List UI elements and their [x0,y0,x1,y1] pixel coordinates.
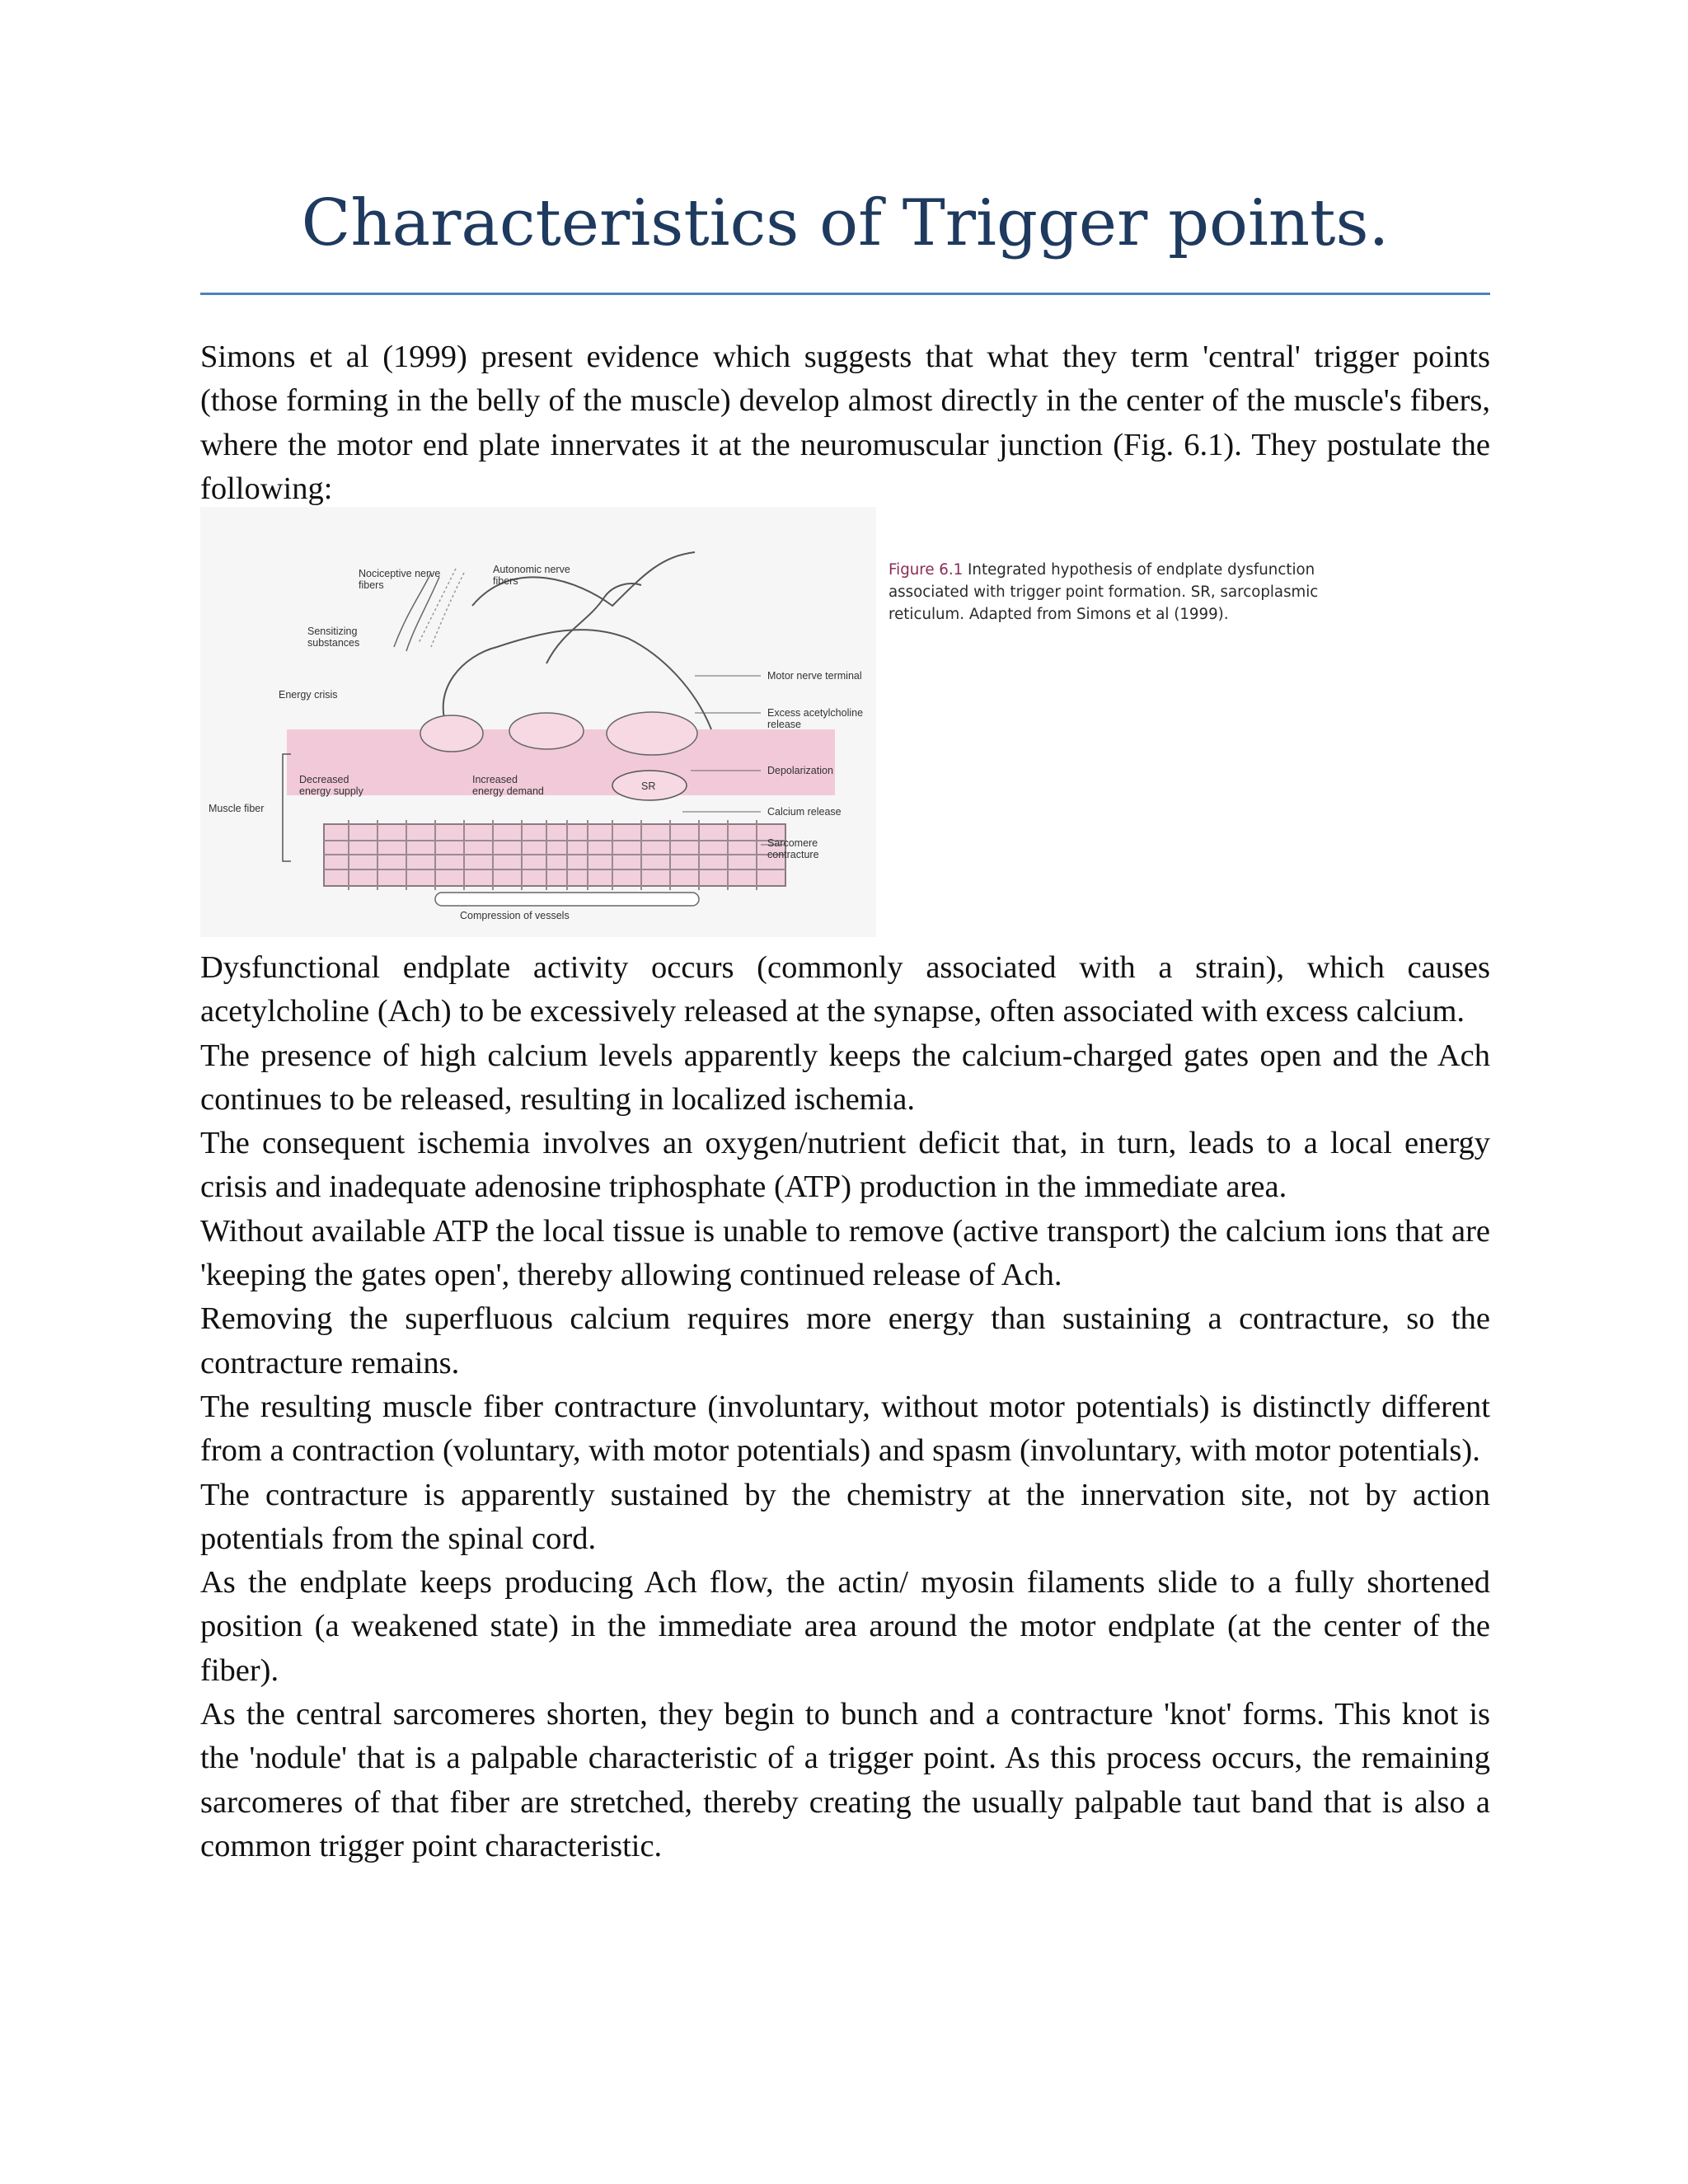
page-title: Characteristics of Trigger points. [301,186,1390,260]
figure-6-1 [200,507,1331,937]
excess-ach-label: Excess acetylcholine release [767,707,864,730]
blood-vessel [435,893,699,906]
energy-crisis-label: Energy crisis [279,689,338,701]
paragraph: The consequent ischemia involves an oxygen/nutrient deficit that, in turn, leads to a local energy crisis and inadequate adenosine triphosphate (ATP) production in the immediate area. [200,1126,1490,1205]
paragraph: The presence of high calcium levels apparently keeps the calcium-charged gates open and the Ach continues to be released, resulting in localized ischemia. [200,1038,1490,1117]
sarcomere-contracture-label: Sarcomere contracture [767,837,819,860]
paragraph: Removing the superfluous calcium requires more energy than sustaining a contracture, so the contracture remains. [200,1301,1490,1380]
sarcomere-stripes [324,820,785,890]
paragraph: As the central sarcomeres shorten, they begin to bunch and a contracture 'knot' forms. This knot is the 'nodule' that is a palpable characteristic of a trigger point. As this process occurs, the remaining sarcomeres of that fiber are stretched, thereby creating the usually palpable taut band that is also a common trigger point characteristic. [200,1697,1490,1863]
figure-caption [889,559,1334,626]
paragraph: Dysfunctional endplate activity occurs (commonly associated with a strain), which causes acetylcholine (Ach) to be excessively released at the synapse, often associated with excess calcium. [200,950,1490,1029]
intro-paragraph: Simons et al (1999) present evidence which suggests that what they term 'central' trigger points (those forming in the belly of the muscle) develop almost directly in the center of the muscle's fibers, where the motor end plate innervates it at the neuromuscular junction (Fig. 6.1). They postulate the following: [200,340,1490,506]
sensitizing-label: Sensitizing substances [307,626,360,649]
increased-energy-label: Increased energy demand [472,774,544,797]
paragraph: As the endplate keeps producing Ach flow, the actin/ myosin filaments slide to a fully shortened position (a weakened state) in the immediate area around the motor endplate (at the center of the fiber). [200,1565,1490,1688]
muscle-fiber-label: Muscle fiber [209,803,265,814]
compression-label: Compression of vessels [460,910,570,921]
paragraph: The resulting muscle fiber contracture (involuntary, without motor potentials) is distinctly different from a contraction (voluntary, with motor potentials) and spasm (involuntary, with motor potentials). [200,1389,1490,1469]
endplate-diagram [200,507,876,937]
motor-nerve-terminal-label: Motor nerve terminal [767,670,862,682]
paragraph: Without available ATP the local tissue is unable to remove (active transport) the calcium ions that are 'keeping the gates open', thereby allowing continued release of Ach. [200,1213,1490,1293]
nociceptive-label: Nociceptive nerve fibers [359,568,441,591]
sr-label: SR [641,780,656,792]
paragraph: The contracture is apparently sustained by the chemistry at the innervation site, not by action potentials from the spinal cord. [200,1477,1490,1556]
figure-caption-text: Integrated hypothesis of endplate dysfunction associated with trigger point formation. SR, sarcoplasmic reticulum. Adapted from Simons et al (1999). [889,561,1319,623]
calcium-release-label: Calcium release [767,806,842,818]
depolarization-label: Depolarization [767,765,833,776]
decreased-energy-label: Decreased energy supply [299,774,363,797]
title-underline [200,293,1490,295]
endplate-bulbs [420,712,697,755]
figure-number: Figure 6.1 [889,561,964,579]
autonomic-label: Autonomic nerve fibers [493,564,570,587]
body-text [200,946,1490,1868]
